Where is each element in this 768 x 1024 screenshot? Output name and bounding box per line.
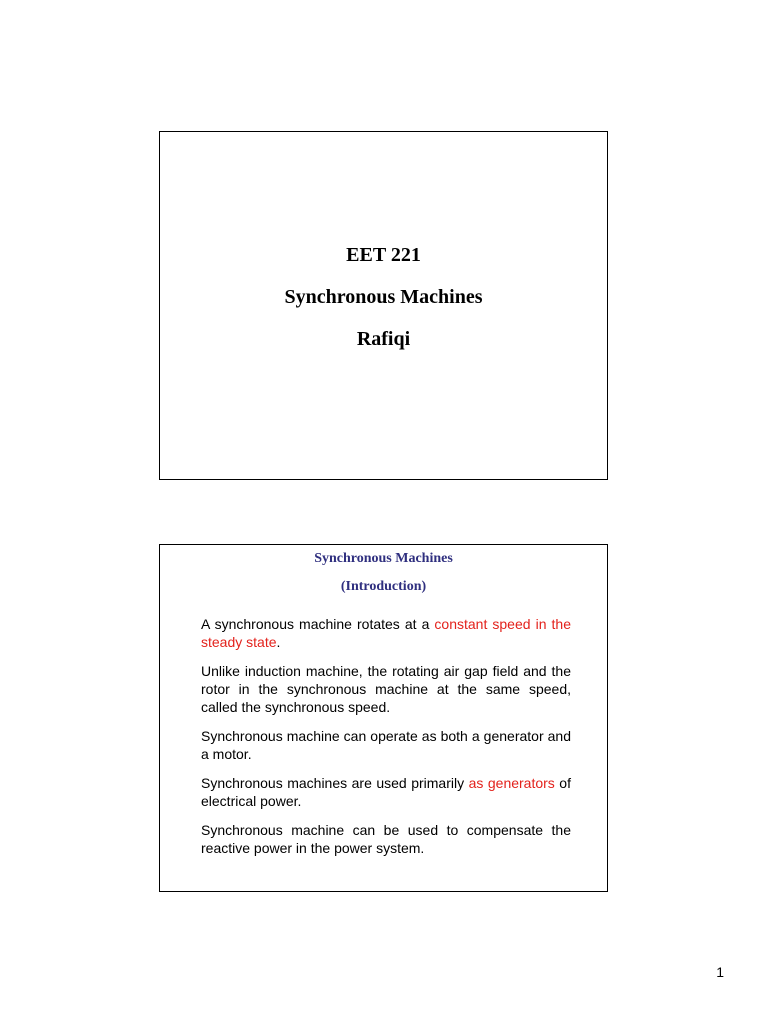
bullet-list [201, 615, 571, 868]
paragraph-reactive-power: Synchronous machine can be used to compensate the reactive power in the power system. [201, 822, 571, 856]
paragraph-generator-motor: Synchronous machine can operate as both a generator and a motor. [201, 728, 571, 762]
slide-heading [160, 545, 607, 601]
paragraph-text: . [276, 634, 281, 650]
paragraph-text: of electrical power. [201, 775, 571, 809]
highlight-text: constant speed in the steady state [201, 616, 571, 650]
title-block [160, 240, 607, 366]
course-title: Synchronous Machines [284, 286, 483, 308]
author-name: Rafiqi [356, 328, 411, 350]
title-slide [159, 131, 608, 480]
slide-title: Synchronous Machines [314, 551, 453, 566]
paragraph-text: Synchronous machines are used primarily [201, 775, 469, 791]
page-number: 1 [716, 964, 724, 980]
highlight-text: as generators [468, 775, 555, 791]
course-code: EET 221 [346, 244, 421, 266]
introduction-slide [159, 544, 608, 892]
paragraph-constant-speed [201, 615, 571, 651]
paragraph-generators [201, 774, 571, 810]
paragraph-text: A synchronous machine rotates at a [201, 616, 435, 632]
slide-subtitle: (Introduction) [340, 579, 427, 594]
paragraph-induction-comparison: Unlike induction machine, the rotating air gap field and the rotor in the synchronous machine at the same speed, called the synchronous speed. [201, 663, 571, 715]
